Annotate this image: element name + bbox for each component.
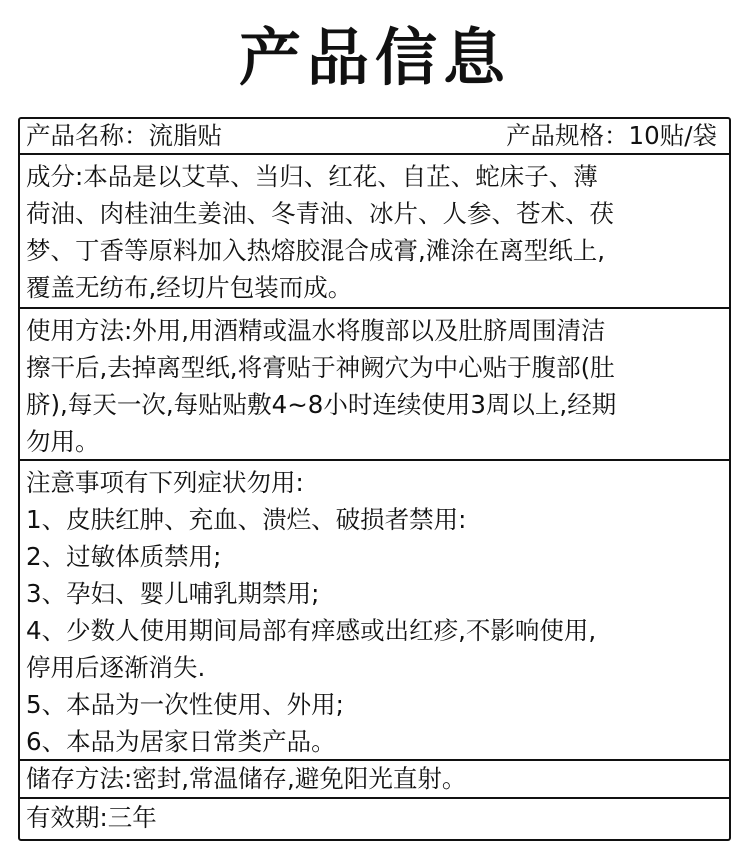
ingredients-line: 梦、丁香等原料加入热熔胶混合成膏,滩涂在离型纸上,: [26, 236, 606, 265]
header-row: [20, 119, 729, 153]
usage-line: 脐),每天一次,每贴贴敷4~8小时连续使用3周以上,经期: [26, 390, 617, 419]
ingredients-line: 成分:本品是以艾草、当归、红花、自芷、蛇床子、薄: [26, 162, 598, 191]
notes-line: 5、本品为一次性使用、外用;: [26, 690, 344, 719]
notes-line: 注意事项有下列症状勿用:: [26, 468, 304, 497]
validity-text: 有效期:三年: [26, 803, 157, 832]
usage-section: [20, 309, 729, 459]
product-spec: 产品规格：10贴/袋: [506, 121, 717, 150]
notes-line: 3、孕妇、婴儿哺乳期禁用;: [26, 579, 320, 608]
notes-line: 2、过敏体质禁用;: [26, 542, 222, 571]
notes-line: 停用后逐渐消失.: [26, 653, 206, 682]
ingredients-section: [20, 155, 729, 307]
storage-text: 储存方法:密封,常温储存,避免阳光直射。: [26, 764, 467, 793]
validity-section: [20, 799, 729, 839]
product-info-table: [18, 117, 731, 841]
product-name: 产品名称：流脂贴: [26, 121, 222, 150]
usage-line: 勿用。: [26, 427, 100, 456]
page-title: 产品信息: [238, 21, 511, 94]
notes-line: 6、本品为居家日常类产品。: [26, 727, 336, 756]
usage-line: 使用方法:外用,用酒精或温水将腹部以及肚脐周围清洁: [26, 316, 606, 345]
notes-line: 4、少数人使用期间局部有痒感或出红疹,不影响使用,: [26, 616, 597, 645]
usage-line: 擦干后,去掉离型纸,将膏贴于神阙穴为中心贴于腹部(肚: [26, 353, 615, 382]
ingredients-line: 覆盖无纺布,经切片包装而成。: [26, 273, 353, 302]
ingredients-line: 荷油、肉桂油生姜油、冬青油、冰片、人参、苍术、茯: [26, 199, 614, 228]
notes-section: [20, 461, 729, 759]
storage-section: [20, 761, 729, 797]
notes-line: 1、皮肤红肿、充血、溃烂、破损者禁用:: [26, 505, 467, 534]
